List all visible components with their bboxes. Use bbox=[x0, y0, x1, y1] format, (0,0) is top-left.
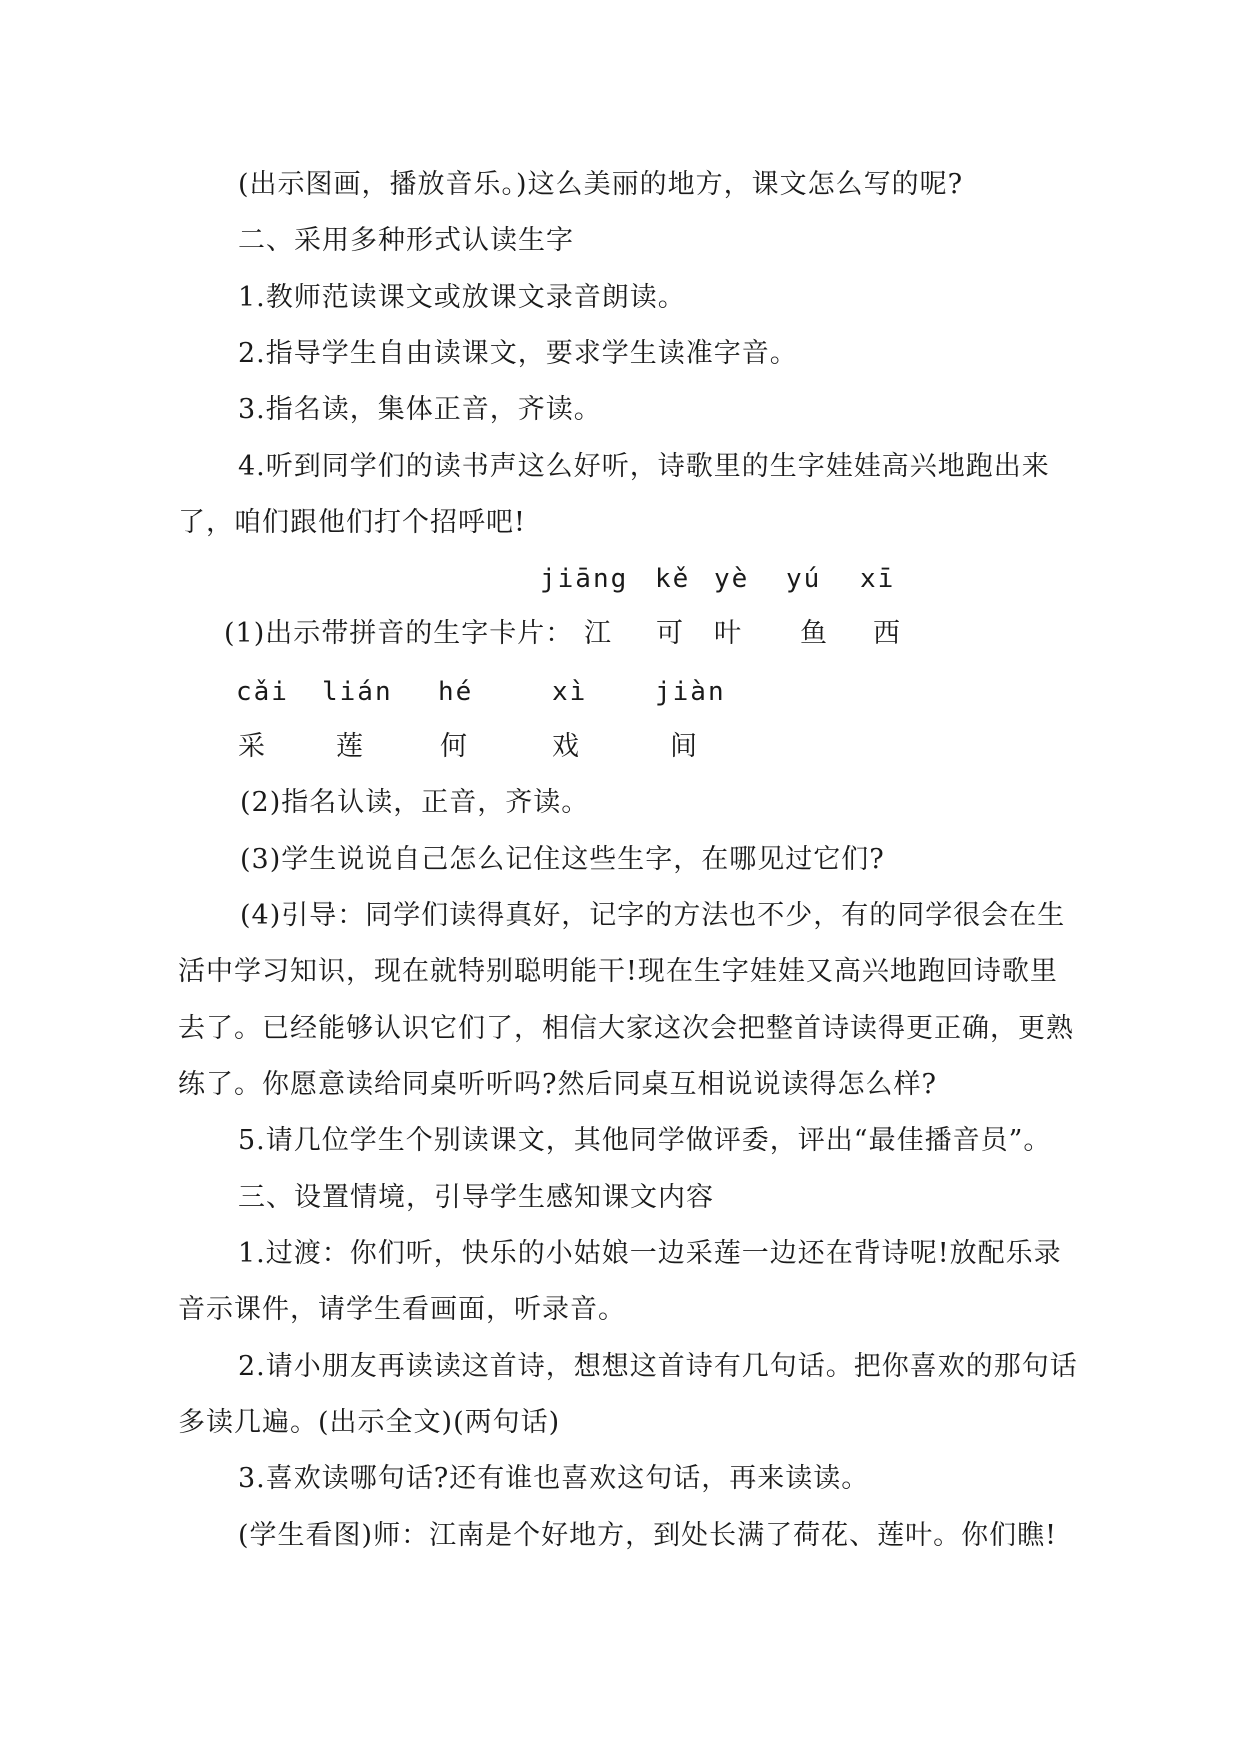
list-item: (3)学生说说自己怎么记住这些生字，在哪见过它们? bbox=[240, 844, 885, 875]
pinyin-he: hé bbox=[438, 677, 474, 707]
pinyin-cai: cǎi bbox=[236, 677, 289, 707]
list-item: 1.教师范读课文或放课文录音朗读。 bbox=[238, 282, 686, 313]
cards-label: (1)出示带拼音的生字卡片： bbox=[224, 618, 574, 649]
pinyin-xi-2: xì bbox=[552, 677, 588, 707]
section-heading-2: 二、采用多种形式认读生字 bbox=[238, 225, 574, 256]
list-item: 4.听到同学们的读书声这么好听，诗歌里的生字娃娃高兴地跑出来 bbox=[238, 451, 1050, 482]
paragraph-continuation: 去了。已经能够认识它们了，相信大家这次会把整首诗读得更正确，更熟 bbox=[178, 1013, 1074, 1044]
pinyin-yu: yú bbox=[786, 564, 822, 594]
char-cai: 采 bbox=[238, 731, 266, 762]
paragraph-continuation: 了，咱们跟他们打个招呼吧! bbox=[178, 507, 526, 538]
pinyin-row-2 bbox=[0, 675, 1241, 709]
pinyin-jian: jiàn bbox=[655, 677, 726, 707]
char-xi-2: 戏 bbox=[552, 731, 580, 762]
pinyin-row-1 bbox=[0, 562, 1241, 596]
list-item: 2.指导学生自由读课文，要求学生读准字音。 bbox=[238, 338, 798, 369]
paragraph-dialogue: (学生看图)师：江南是个好地方，到处长满了荷花、莲叶。你们瞧! bbox=[238, 1520, 1057, 1551]
list-item: 1.过渡：你们听，快乐的小姑娘一边采莲一边还在背诗呢!放配乐录 bbox=[238, 1238, 1062, 1269]
char-he: 何 bbox=[440, 731, 468, 762]
paragraph-continuation: 多读几遍。(出示全文)(两句话) bbox=[178, 1407, 561, 1438]
hanzi-row-1 bbox=[0, 617, 1241, 651]
char-jiang: 江 bbox=[584, 618, 612, 649]
pinyin-ye: yè bbox=[714, 564, 750, 594]
char-yu: 鱼 bbox=[800, 618, 828, 649]
char-jian: 间 bbox=[670, 731, 698, 762]
pinyin-lian: lián bbox=[322, 677, 393, 707]
char-xi: 西 bbox=[873, 618, 901, 649]
hanzi-row-2 bbox=[0, 730, 1241, 764]
paragraph-intro: (出示图画，播放音乐。)这么美丽的地方，课文怎么写的呢? bbox=[238, 169, 964, 200]
list-item: 3.喜欢读哪句话?还有谁也喜欢这句话，再来读读。 bbox=[238, 1463, 870, 1494]
char-ke: 可 bbox=[656, 618, 684, 649]
pinyin-xi: xī bbox=[860, 564, 896, 594]
char-ye: 叶 bbox=[714, 618, 742, 649]
pinyin-ke: kě bbox=[655, 564, 691, 594]
section-heading-3: 三、设置情境，引导学生感知课文内容 bbox=[238, 1182, 714, 1213]
char-lian: 莲 bbox=[336, 731, 364, 762]
paragraph-continuation: 音示课件，请学生看画面，听录音。 bbox=[178, 1294, 626, 1325]
list-item: 5.请几位学生个别读课文，其他同学做评委，评出“最佳播音员”。 bbox=[238, 1125, 1052, 1156]
list-item: (2)指名认读，正音，齐读。 bbox=[240, 787, 590, 818]
pinyin-jiang: jiāng bbox=[540, 564, 629, 594]
list-item: (4)引导：同学们读得真好，记字的方法也不少，有的同学很会在生 bbox=[240, 900, 1066, 931]
list-item: 2.请小朋友再读读这首诗，想想这首诗有几句话。把你喜欢的那句话 bbox=[238, 1351, 1078, 1382]
paragraph-continuation: 练了。你愿意读给同桌听听吗?然后同桌互相说说读得怎么样? bbox=[178, 1069, 937, 1100]
list-item: 3.指名读，集体正音，齐读。 bbox=[238, 394, 602, 425]
paragraph-continuation: 活中学习知识，现在就特别聪明能干!现在生字娃娃又高兴地跑回诗歌里 bbox=[178, 956, 1058, 987]
